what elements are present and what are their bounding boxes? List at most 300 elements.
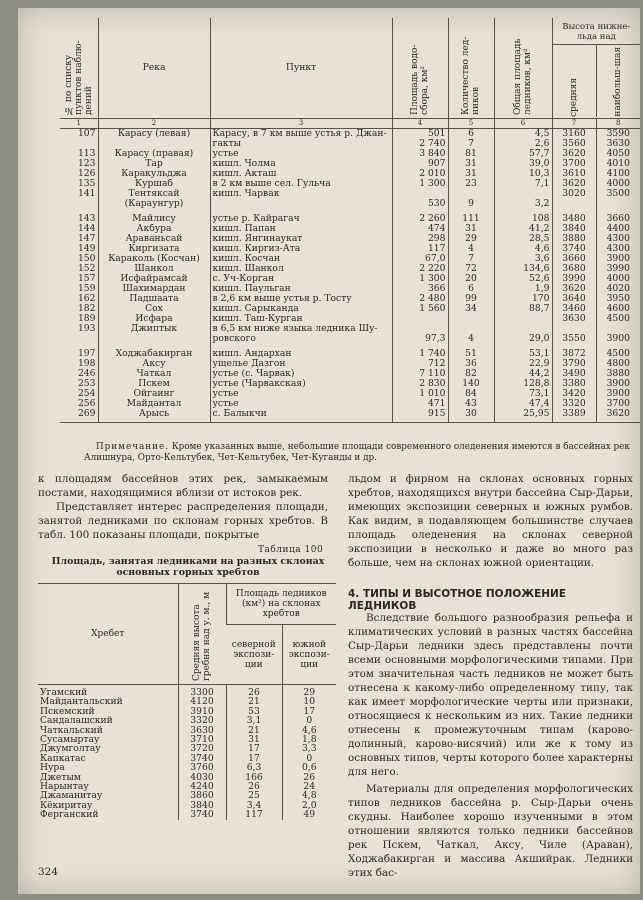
cell-height-high: 3660 bbox=[596, 209, 640, 224]
cell-count: 72 bbox=[448, 264, 494, 274]
cell-ridge: Джумголтау bbox=[40, 744, 101, 754]
cell-river: Арысь bbox=[98, 409, 210, 423]
cell-area: 501 bbox=[392, 129, 448, 140]
section-title: 4. ТИПЫ И ВЫСОТНОЕ ПОЛОЖЕНИЕ ЛЕДНИКОВ bbox=[348, 588, 567, 612]
cell-count bbox=[448, 324, 494, 334]
table-row bbox=[60, 399, 640, 409]
cell-south: 49 bbox=[282, 810, 336, 819]
cell-area: 2 480 bbox=[392, 294, 448, 304]
cell-south: 4,8 bbox=[282, 791, 336, 800]
table-caption: Таблица 100 bbox=[258, 545, 324, 555]
cell-count bbox=[448, 189, 494, 199]
cell-total-area: 28,5 bbox=[494, 234, 552, 244]
cell-river: Шанкол bbox=[98, 264, 210, 274]
cell-point: Карасу, в 7 км выше устья р. Джан- bbox=[210, 129, 392, 140]
table-row bbox=[60, 334, 640, 344]
cell-north: 21 bbox=[226, 726, 282, 735]
cell-ridge: Ферганский bbox=[40, 810, 99, 820]
header-high: наибольш-шая bbox=[596, 45, 640, 117]
table-row bbox=[60, 199, 640, 209]
cell-count: 9 bbox=[448, 199, 494, 209]
cell-num: 152 bbox=[77, 264, 96, 274]
cell-height-high: 3880 bbox=[596, 369, 640, 379]
cell-ridge-height: 3860 bbox=[178, 791, 226, 800]
cell-height-mid: 3460 bbox=[552, 304, 596, 314]
cell-ridge: Угамский bbox=[40, 687, 88, 698]
ridge-table-body bbox=[38, 685, 336, 820]
cell-area: 2 220 bbox=[392, 264, 448, 274]
cell-south: 2,0 bbox=[282, 801, 336, 810]
cell-height-high: 4100 bbox=[596, 169, 640, 179]
cell-ridge-height: 3760 bbox=[178, 763, 226, 772]
cell-count: 34 bbox=[448, 304, 494, 314]
cell-point: в 6,5 км ниже языка ледника Шу- bbox=[210, 324, 392, 334]
cell-total-area: 170 bbox=[494, 294, 552, 304]
cell-north: 26 bbox=[226, 782, 282, 791]
table-row bbox=[38, 716, 336, 725]
cell-height-high: 4010 bbox=[596, 159, 640, 169]
header-point: Пункт bbox=[210, 18, 392, 119]
cell-river: Пскем bbox=[98, 379, 210, 389]
table-row bbox=[38, 726, 336, 735]
header-slope-area: Площадь ледников (км²) на склонах хребтов bbox=[226, 584, 336, 625]
cell-area bbox=[392, 314, 448, 324]
table-row bbox=[60, 189, 640, 199]
cell-count: 20 bbox=[448, 274, 494, 284]
cell-point: кишл. Чарвак bbox=[210, 189, 392, 199]
cell-total-area: 134,6 bbox=[494, 264, 552, 274]
cell-count: 6 bbox=[448, 129, 494, 140]
cell-river: Джиптык bbox=[98, 324, 210, 334]
cell-ridge-height: 3300 bbox=[178, 685, 226, 698]
cell-count: 140 bbox=[448, 379, 494, 389]
cell-south: 10 bbox=[282, 697, 336, 706]
paragraph: к площадям бассейнов этих рек, замыкаемым постами, находящимися вблизи от истоков рек. bbox=[38, 473, 328, 499]
cell-total-area: 53,1 bbox=[494, 344, 552, 359]
cell-ridge-height: 3710 bbox=[178, 735, 226, 744]
cell-height-mid: 3560 bbox=[552, 139, 596, 149]
cell-total-area: 2,6 bbox=[494, 139, 552, 149]
cell-height-high: 3590 bbox=[596, 129, 640, 140]
cell-south: 17 bbox=[282, 707, 336, 716]
cell-ridge: Нура bbox=[40, 763, 65, 773]
cell-ridge-height: 4240 bbox=[178, 782, 226, 791]
header-height-title: Высота нижне-льда над bbox=[553, 18, 641, 45]
cell-total-area bbox=[494, 189, 552, 199]
cell-num: 256 bbox=[77, 399, 96, 409]
cell-point: кишл. Папан bbox=[210, 224, 392, 234]
colnum: 2 bbox=[98, 119, 210, 129]
cell-count: 23 bbox=[448, 179, 494, 189]
cell-height-high: 3900 bbox=[596, 379, 640, 389]
cell-count: 4 bbox=[448, 244, 494, 254]
cell-river: Исфайрамсай bbox=[98, 274, 210, 284]
table-row bbox=[60, 264, 640, 274]
cell-area: 2 830 bbox=[392, 379, 448, 389]
cell-total-area: 52,6 bbox=[494, 274, 552, 284]
table-row bbox=[60, 129, 640, 140]
cell-river: Киргизата bbox=[98, 244, 210, 254]
cell-point: кишл. Акташ bbox=[210, 169, 392, 179]
cell-river: (Караунгур) bbox=[98, 199, 210, 209]
cell-north: 26 bbox=[226, 685, 282, 698]
table-row bbox=[60, 139, 640, 149]
cell-ridge-height: 3740 bbox=[178, 754, 226, 763]
table-row bbox=[60, 344, 640, 359]
cell-height-high: 3620 bbox=[596, 409, 640, 423]
cell-height-high: 4400 bbox=[596, 224, 640, 234]
cell-height-high: 4300 bbox=[596, 244, 640, 254]
cell-river: Тентяксай bbox=[98, 189, 210, 199]
cell-count: 111 bbox=[448, 209, 494, 224]
cell-ridge: Сусамыртау bbox=[40, 735, 100, 745]
cell-area: 712 bbox=[392, 359, 448, 369]
cell-num: 150 bbox=[77, 254, 96, 264]
table-row bbox=[38, 782, 336, 791]
cell-point: гакты bbox=[210, 139, 392, 149]
cell-ridge: Капкатас bbox=[40, 753, 86, 764]
cell-south: 0 bbox=[282, 716, 336, 725]
cell-count: 7 bbox=[448, 254, 494, 264]
cell-point: с. Уч-Корган bbox=[210, 274, 392, 284]
cell-num: 254 bbox=[77, 389, 96, 399]
cell-river: Тар bbox=[98, 159, 210, 169]
cell-height-mid: 3740 bbox=[552, 244, 596, 254]
cell-south: 1,8 bbox=[282, 735, 336, 744]
cell-ridge-height: 3720 bbox=[178, 744, 226, 753]
header-river: Река bbox=[98, 18, 210, 119]
cell-area: 298 bbox=[392, 234, 448, 244]
left-column-text bbox=[38, 472, 328, 542]
cell-count: 99 bbox=[448, 294, 494, 304]
cell-count: 31 bbox=[448, 159, 494, 169]
cell-height-mid: 3160 bbox=[552, 129, 596, 140]
cell-point: кишл. Андархан bbox=[210, 344, 392, 359]
cell-height-mid: 3620 bbox=[552, 179, 596, 189]
table-row bbox=[60, 389, 640, 399]
table-row bbox=[60, 324, 640, 334]
cell-num: 182 bbox=[77, 304, 96, 314]
cell-height-high: 3630 bbox=[596, 139, 640, 149]
cell-height-mid: 3620 bbox=[552, 284, 596, 294]
cell-height-mid: 3389 bbox=[552, 409, 596, 423]
header-ridge-height: Средняя высота гребня над у. м., м bbox=[178, 584, 226, 685]
table-row bbox=[38, 685, 336, 698]
cell-height-mid: 3630 bbox=[552, 314, 596, 324]
table-row bbox=[60, 359, 640, 369]
cell-north: 166 bbox=[226, 773, 282, 782]
cell-river bbox=[98, 334, 210, 344]
cell-count: 36 bbox=[448, 359, 494, 369]
cell-count: 51 bbox=[448, 344, 494, 359]
cell-point: кишл. Таш-Курган bbox=[210, 314, 392, 324]
cell-area: 2 260 bbox=[392, 209, 448, 224]
table-row bbox=[38, 754, 336, 763]
colnum: 8 bbox=[596, 119, 640, 129]
note-text: Кроме указанных выше, небольшие площади современного оледенения имеются в бассейнах рек Алишнура, Орто-Кельтубек, Чет-Кельтубек, Чет-Куганды и др. bbox=[84, 442, 630, 463]
colnum: 6 bbox=[494, 119, 552, 129]
cell-total-area: 47,4 bbox=[494, 399, 552, 409]
header-mid: средняя bbox=[569, 77, 580, 117]
cell-count bbox=[448, 314, 494, 324]
table-row bbox=[38, 810, 336, 819]
cell-num: 141 bbox=[77, 189, 96, 199]
header-total-area: Общая площадь ледников, км² bbox=[494, 18, 552, 119]
cell-count: 82 bbox=[448, 369, 494, 379]
cell-num: 193 bbox=[77, 324, 96, 334]
cell-total-area: 128,8 bbox=[494, 379, 552, 389]
cell-num: 162 bbox=[77, 294, 96, 304]
cell-south: 0,6 bbox=[282, 763, 336, 772]
table-row bbox=[38, 735, 336, 744]
cell-north: 25 bbox=[226, 791, 282, 800]
cell-area: 915 bbox=[392, 409, 448, 423]
cell-river: Чаткал bbox=[98, 369, 210, 379]
cell-height-high: 4600 bbox=[596, 304, 640, 314]
column-number-row bbox=[60, 119, 640, 129]
cell-total-area: 1,9 bbox=[494, 284, 552, 294]
cell-total-area: 3,2 bbox=[494, 199, 552, 209]
table-title: Площадь, занятая ледниками на разных склонах основных горных хребтов bbox=[51, 556, 325, 578]
cell-total-area: 29,0 bbox=[494, 334, 552, 344]
table-row bbox=[60, 179, 640, 189]
cell-south: 24 bbox=[282, 782, 336, 791]
cell-area: 1 560 bbox=[392, 304, 448, 314]
cell-num: 107 bbox=[77, 128, 96, 139]
cell-river: Аксу bbox=[98, 359, 210, 369]
cell-point: устье bbox=[210, 389, 392, 399]
cell-river bbox=[98, 139, 210, 149]
glacier-basin-table bbox=[60, 18, 640, 423]
cell-ridge: Джаманитау bbox=[40, 791, 103, 801]
cell-area: 2 010 bbox=[392, 169, 448, 179]
cell-height-high: 3900 bbox=[596, 334, 640, 344]
cell-river: Сох bbox=[98, 304, 210, 314]
cell-river: Карасу (левая) bbox=[98, 129, 210, 140]
cell-ridge-height: 4030 bbox=[178, 773, 226, 782]
cell-height-mid: 3320 bbox=[552, 399, 596, 409]
right-column-text-2 bbox=[348, 611, 633, 779]
cell-river: Караколь (Косчан) bbox=[98, 254, 210, 264]
colnum: 5 bbox=[448, 119, 494, 129]
cell-num: 144 bbox=[77, 224, 96, 234]
header-south: южной экспози-ции bbox=[282, 625, 336, 685]
cell-area: 1 010 bbox=[392, 389, 448, 399]
cell-point: кишл. Янгинаукат bbox=[210, 234, 392, 244]
cell-point: устье р. Кайрагач bbox=[210, 209, 392, 224]
cell-height-mid bbox=[552, 324, 596, 334]
cell-south: 0 bbox=[282, 754, 336, 763]
cell-point: кишл. Косчан bbox=[210, 254, 392, 264]
cell-height-high: 4000 bbox=[596, 274, 640, 284]
cell-height-mid: 3020 bbox=[552, 189, 596, 199]
cell-point: ущелье Дазгон bbox=[210, 359, 392, 369]
table-row bbox=[38, 801, 336, 810]
cell-total-area: 3,6 bbox=[494, 254, 552, 264]
colnum: 7 bbox=[552, 119, 596, 129]
cell-point: с. Балыкчи bbox=[210, 409, 392, 423]
cell-height-high: 3990 bbox=[596, 264, 640, 274]
cell-north: 31 bbox=[226, 735, 282, 744]
table-row bbox=[60, 284, 640, 294]
cell-ridge-height: 3740 bbox=[178, 810, 226, 819]
cell-point: кишл. Чолма bbox=[210, 159, 392, 169]
cell-area: 1 740 bbox=[392, 344, 448, 359]
header-height bbox=[552, 18, 640, 119]
cell-num bbox=[60, 334, 98, 344]
cell-num: 197 bbox=[77, 348, 96, 359]
cell-river: Карасу (правая) bbox=[98, 149, 210, 159]
cell-point: кишл. Киргиз-Ата bbox=[210, 244, 392, 254]
cell-height-high bbox=[596, 199, 640, 209]
cell-ridge: Нарынтау bbox=[40, 782, 89, 792]
table-row bbox=[60, 369, 640, 379]
cell-height-high: 4020 bbox=[596, 284, 640, 294]
cell-area: 7 110 bbox=[392, 369, 448, 379]
cell-total-area: 4,5 bbox=[494, 129, 552, 140]
table-row bbox=[38, 744, 336, 753]
cell-num: 143 bbox=[77, 213, 96, 224]
cell-point: ровского bbox=[210, 334, 392, 344]
cell-south: 29 bbox=[282, 685, 336, 698]
cell-count: 30 bbox=[448, 409, 494, 423]
cell-area: 1 300 bbox=[392, 179, 448, 189]
cell-river: Ойгаинг bbox=[98, 389, 210, 399]
cell-height-high bbox=[596, 324, 640, 334]
cell-count: 4 bbox=[448, 334, 494, 344]
cell-north: 21 bbox=[226, 697, 282, 706]
cell-height-mid: 3880 bbox=[552, 234, 596, 244]
cell-river: Каракульджа bbox=[98, 169, 210, 179]
cell-river: Акбура bbox=[98, 224, 210, 234]
cell-height-mid: 3420 bbox=[552, 389, 596, 399]
cell-total-area: 88,7 bbox=[494, 304, 552, 314]
cell-ridge: Майдантальский bbox=[40, 697, 123, 707]
cell-num: 123 bbox=[77, 159, 96, 169]
cell-ridge: Сандалашский bbox=[40, 716, 113, 726]
cell-point: устье (с. Чарвак) bbox=[210, 369, 392, 379]
paragraph: льдом и фирном на склонах основных горных хребтов, находящихся внутри бассейна Сыр-Дарьи, имеющих экспозиции северных и южных румбов. Как видим, в подавляющем большинстве случаев площадь оледенения на склонах северной экспозиции в несколько и даже во много раз больше, чем на склонах южной ориентации. bbox=[348, 473, 633, 569]
cell-num: 147 bbox=[77, 234, 96, 244]
cell-ridge-height: 4120 bbox=[178, 697, 226, 706]
cell-height-mid: 3550 bbox=[552, 334, 596, 344]
cell-point bbox=[210, 199, 392, 209]
cell-height-mid: 3700 bbox=[552, 159, 596, 169]
colnum: 3 bbox=[210, 119, 392, 129]
table-row bbox=[60, 304, 640, 314]
cell-total-area: 10,3 bbox=[494, 169, 552, 179]
cell-north: 17 bbox=[226, 744, 282, 753]
cell-area: 97,3 bbox=[392, 334, 448, 344]
cell-river: Исфара bbox=[98, 314, 210, 324]
cell-ridge: Кёкиритау bbox=[40, 800, 93, 811]
paragraph: Вследствие большого разнообразия рельефа и климатических условий в разных частях бассейна Сыр-Дарьи ледники здесь представлены почти всеми основными морфологическими типами. При этом значительная часть ледников не может быть отнесена к какому-либо определенному типу, так как имеет морфологические черты или признаки, относящиеся к нескольким из них. Такие ледники отнесены к промежуточным типам (карово-долинный, карово-висячий) или же к тому из основных типов, черты которого более характерны для него. bbox=[348, 612, 633, 778]
cell-point: в 2 км выше сел. Гульча bbox=[210, 179, 392, 189]
cell-ridge-height: 3630 bbox=[178, 726, 226, 735]
cell-total-area: 4,6 bbox=[494, 244, 552, 254]
cell-point: устье (Чарвакская) bbox=[210, 379, 392, 389]
cell-num: 189 bbox=[77, 314, 96, 324]
cell-count: 81 bbox=[448, 149, 494, 159]
cell-area: 474 bbox=[392, 224, 448, 234]
table-row bbox=[60, 234, 640, 244]
cell-height-mid: 3480 bbox=[552, 209, 596, 224]
cell-num: 113 bbox=[77, 149, 96, 159]
cell-ridge: Пскемский bbox=[40, 706, 95, 717]
cell-num bbox=[60, 199, 98, 209]
cell-num: 126 bbox=[77, 169, 96, 179]
cell-south: 4,6 bbox=[282, 726, 336, 735]
cell-north: 53 bbox=[226, 707, 282, 716]
cell-south: 26 bbox=[282, 773, 336, 782]
cell-north: 117 bbox=[226, 810, 282, 819]
header-north: северной экспози-ции bbox=[226, 625, 282, 685]
paragraph: Представляет интерес распределения площади, занятой ледниками по склонам горных хребтов. В табл. 100 показаны площади, покрытые bbox=[38, 501, 328, 541]
table-row bbox=[60, 169, 640, 179]
cell-area: 907 bbox=[392, 159, 448, 169]
table-header-row bbox=[60, 18, 640, 119]
cell-area: 366 bbox=[392, 284, 448, 294]
cell-num bbox=[60, 139, 98, 149]
cell-height-high: 3950 bbox=[596, 294, 640, 304]
cell-count: 6 bbox=[448, 284, 494, 294]
note-label: Примечание. bbox=[96, 442, 170, 452]
cell-height-high: 4300 bbox=[596, 234, 640, 244]
cell-area: 1 300 bbox=[392, 274, 448, 284]
cell-river: Куршаб bbox=[98, 179, 210, 189]
cell-height-mid: 3660 bbox=[552, 254, 596, 264]
table-row bbox=[60, 244, 640, 254]
table-row bbox=[38, 707, 336, 716]
table-row bbox=[60, 159, 640, 169]
paragraph: Материалы для определения морфологических типов ледников бассейна р. Сыр-Дарьи очень скудны. Наиболее хорошо изученными в этом отношении являются только ледники бассейнов рек Пскем, Чаткал, Аксу, Чиле (Араван), Ходжабакирган и массива Акшийрак. Ледники этих бас- bbox=[348, 783, 633, 879]
cell-num: 149 bbox=[77, 244, 96, 254]
cell-total-area: 108 bbox=[494, 209, 552, 224]
cell-height-mid: 3790 bbox=[552, 359, 596, 369]
cell-num: 253 bbox=[77, 379, 96, 389]
table-row bbox=[60, 294, 640, 304]
cell-total-area: 44,2 bbox=[494, 369, 552, 379]
page-number: 324 bbox=[38, 866, 59, 878]
cell-river: Ходжабакирган bbox=[98, 344, 210, 359]
cell-count: 7 bbox=[448, 139, 494, 149]
cell-num: 157 bbox=[77, 274, 96, 284]
cell-ridge-height: 3910 bbox=[178, 707, 226, 716]
cell-num: 159 bbox=[77, 284, 96, 294]
cell-height-mid: 3610 bbox=[552, 169, 596, 179]
cell-point: устье bbox=[210, 149, 392, 159]
cell-total-area bbox=[494, 324, 552, 334]
header-num: № по списку пунктов наблю-дений bbox=[63, 40, 94, 115]
cell-total-area: 57,7 bbox=[494, 149, 552, 159]
cell-num: 198 bbox=[77, 359, 96, 369]
cell-height-high: 3900 bbox=[596, 389, 640, 399]
cell-height-mid: 3990 bbox=[552, 274, 596, 284]
cell-ridge: Джетым bbox=[40, 772, 81, 783]
cell-total-area: 22,9 bbox=[494, 359, 552, 369]
table-note bbox=[84, 442, 640, 464]
header-area: Площадь водо-сбора, км² bbox=[392, 18, 448, 119]
colnum: 1 bbox=[60, 119, 98, 129]
cell-total-area: 25,95 bbox=[494, 409, 552, 423]
cell-north: 17 bbox=[226, 754, 282, 763]
cell-point: устье bbox=[210, 399, 392, 409]
cell-south: 3,3 bbox=[282, 744, 336, 753]
cell-river: Падшаата bbox=[98, 294, 210, 304]
table-row bbox=[38, 773, 336, 782]
cell-river: Майдантал bbox=[98, 399, 210, 409]
cell-count: 31 bbox=[448, 224, 494, 234]
